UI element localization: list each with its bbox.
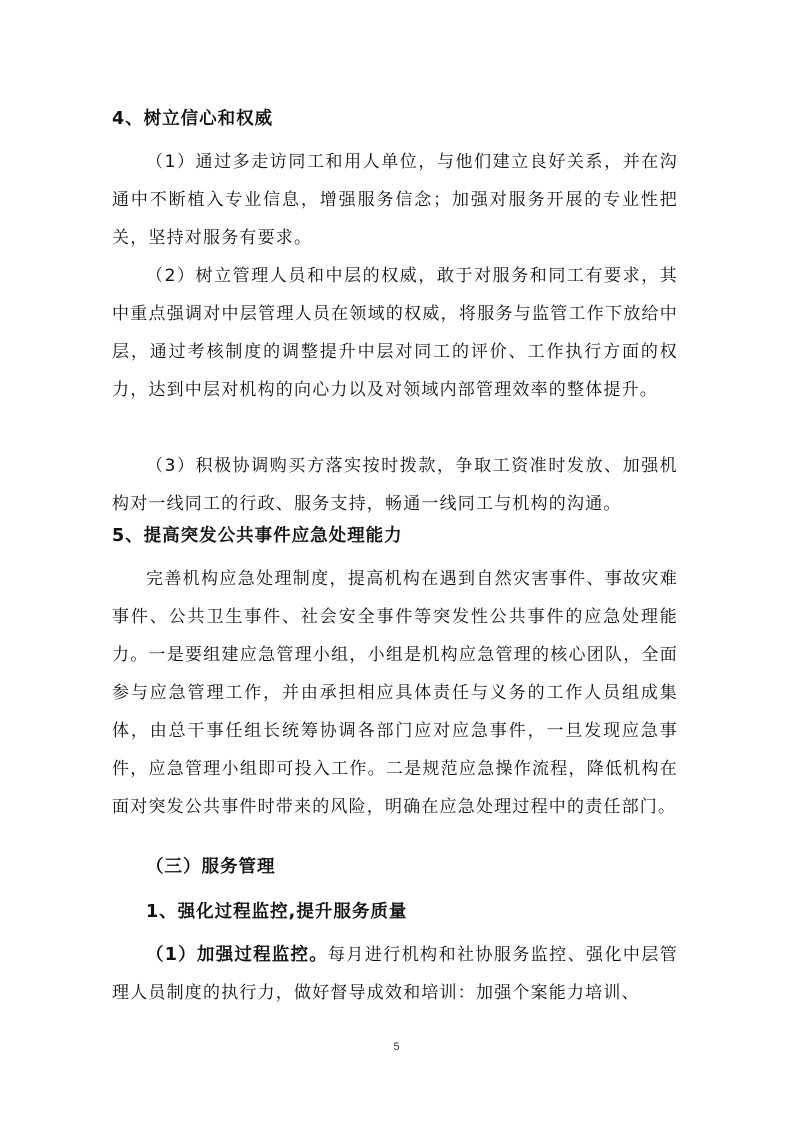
paragraph-1-1-lead: （1）加强过程监控。 [146, 945, 328, 965]
paragraph-4-2: （2）树立管理人员和中层的权威，敢于对服务和同工有要求，其中重点强调对中层管理人员在领域的权威，将服务与监管工作下放给中层，通过考核制度的调整提升中层对同工的评价、工作执行方面的权力，达到中层对机构的向心力以及对领域内部管理效率的整体提升。 [112, 266, 678, 400]
paragraph-4-1: （1）通过多走访同工和用人单位，与他们建立良好关系，并在沟通中不断植入专业信息，增强服务信念；加强对服务开展的专业性把关，坚持对服务有要求。 [112, 152, 678, 248]
heading-4: 4、树立信心和权威 [112, 109, 274, 129]
heading-1: 1、强化过程监控,提升服务质量 [146, 902, 408, 922]
paragraph-4-3: （3）积极协调购买方落实按时拨款，争取工资准时发放、加强机构对一线同工的行政、服务支持，畅通一线同工与机构的沟通。 [112, 456, 678, 514]
paragraph-1-1-body: 每月进行机构和社协服务监控、强化中层管理人员制度的执行力，做好督导成效和培训：加强个案能力培训、 [112, 945, 678, 1003]
heading-section-3: （三）服务管理 [146, 857, 276, 877]
heading-5: 5、提高突发公共事件应急处理能力 [112, 526, 403, 546]
paragraph-1-1 [112, 936, 678, 1012]
paragraph-5: 完善机构应急处理制度，提高机构在遇到自然灾害事件、事故灾难事件、公共卫生事件、社会安全事件等突发性公共事件的应急处理能力。一是要组建应急管理小组，小组是机构应急管理的核心团队，全面参与应急管理工作，并由承担相应具体责任与义务的工作人员组成集体，由总干事任组长统筹协调各部门应对应急事件，一旦发现应急事件，应急管理小组即可投入工作。二是规范应急操作流程，降低机构在面对突发公共事件时带来的风险，明确在应急处理过程中的责任部门。 [112, 569, 678, 817]
page-number: 5 [393, 1041, 400, 1053]
